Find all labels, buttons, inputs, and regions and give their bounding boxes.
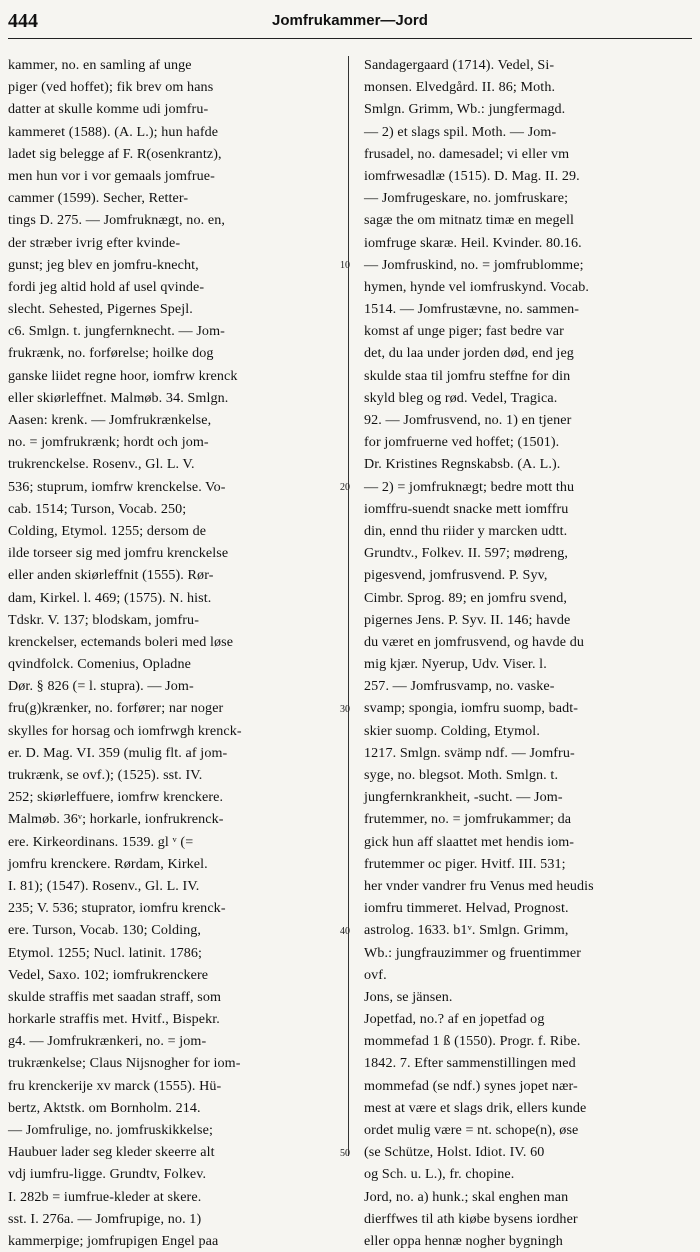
text-line: Haubuer lader seg kleder skeerre alt [8,1144,215,1161]
text-line: 1514. — Jomfrustævne, no. sammen- [364,301,580,318]
text-line: fordi jeg altid hold af usel qvinde- [8,278,205,295]
text-line: frusadel, no. damesadel; vi eller vm [364,145,570,162]
text-line: — Jomfrugeskare, no. jomfruskare; [364,190,569,207]
text-line: Cimbr. Sprog. 89; en jomfru svend, [364,589,568,606]
text-line: g4. — Jomfrukrænkeri, no. = jom- [8,1033,207,1050]
text-line: Smlgn. Grimm, Wb.: jungfermagd. [364,101,566,118]
text-line: dierffwes til ath kiøbe bysens iordher [364,1210,578,1227]
text-line: ganske liidet regne hoor, iomfrw krenck [8,367,238,384]
text-line: skulde straffis met saadan straff, som [8,988,222,1005]
text-line: hymen, hynde vel iomfruskynd. Vocab. [364,278,590,295]
text-line: ovf. [364,966,387,983]
text-line: jomfru krenckere. Rørdam, Kirkel. [8,855,208,872]
text-line: Jopetfad, no.? af en jopetfad og [364,1011,545,1028]
text-line: Tdskr. V. 137; blodskam, jomfru- [8,611,199,628]
text-line: qvindfolck. Comenius, Opladne [8,656,191,673]
text-line: iomffru-suendt snacke mett iomffru [364,500,569,517]
text-line: monsen. Elvedgård. II. 86; Moth. [364,79,556,96]
text-line: I. 81); (1547). Rosenv., Gl. L. IV. [8,877,200,894]
line-number: 30 [340,703,350,715]
text-line: 257. — Jomfrusvamp, no. vaske- [364,678,555,695]
text-line: — Jomfrulige, no. jomfruskikkelse; [8,1122,213,1138]
text-line: gunst; jeg blev en jomfru-knecht, [8,256,199,273]
text-line: astrolog. 1633. b1ᵛ. Smlgn. Grimm, [364,922,569,939]
text-line: frutemmer, no. = jomfrukammer; da [364,811,572,828]
text-line: mommefad (se ndf.) synes jopet nær- [364,1077,578,1094]
text-line: sagæ the om mitnatz timæ en megell [364,212,575,229]
text-line: mest at være et slags drik, ellers kunde [364,1099,587,1116]
text-line: kammerpige; jomfrupigen Engel paa [8,1232,219,1249]
line-number: 10 [340,259,350,271]
text-line: sst. I. 276a. — Jomfrupige, no. 1) [8,1210,202,1227]
text-line: bertz, Aktstk. om Bornholm. 214. [8,1099,201,1116]
text-line: datter at skulle komme udi jomfru- [8,101,209,118]
text-line: — 2) et slags spil. Moth. — Jom- [364,123,557,140]
text-line: er. D. Mag. VI. 359 (mulig flt. af jom- [8,744,228,761]
text-line: dam, Kirkel. l. 469; (1575). N. hist. [8,589,212,606]
text-line: Wb.: jungfrauzimmer og fruentimmer [364,944,582,961]
text-line: jungfernkrankheit, -sucht. — Jom- [364,789,563,806]
text-line: Grundtv., Folkev. II. 597; mødreng, [364,545,569,562]
text-line: Jord, no. a) hunk.; skal enghen man [364,1188,569,1205]
text-line: eller skiørleffnet. Malmøb. 34. Smlgn. [8,389,229,406]
text-line: krenckelser, ectemands boleri med løse [8,633,234,650]
text-line: cab. 1514; Turson, Vocab. 250; [8,500,187,517]
text-line: horkarle straffis met. Hvitf., Bispekr. [8,1011,220,1028]
line-number: 40 [340,925,350,937]
text-line: ilde torseer sig med jomfru krenckelse [8,545,229,562]
text-line: skylles for horsag och iomfrwgh krenck- [8,722,242,739]
text-line: iomfruge skaræ. Heil. Kvinder. 80.16. [364,234,582,251]
text-line: Sandagergaard (1714). Vedel, Si- [364,57,555,73]
text-line: vdj iumfru-ligge. Grundtv, Folkev. [8,1166,207,1183]
text-line: frutemmer oc piger. Hvitf. III. 531; [364,855,566,872]
text-line: og Sch. u. L.), fr. chopine. [364,1166,515,1183]
text-line: cammer (1599). Secher, Retter- [8,190,189,207]
text-line: ladet sig belegge af F. R(osenkrantz), [8,145,222,162]
text-line: (se Schütze, Holst. Idiot. IV. 60 [364,1144,545,1161]
column-divider [348,56,349,1156]
text-line: iomfru timmeret. Helvad, Prognost. [364,900,569,917]
text-line: frukrænk, no. forførelse; hoilke dog [8,345,214,362]
text-line: men hun vor i vor gemaals jomfrue- [8,167,215,184]
text-line: Dør. § 826 (= l. stupra). — Jom- [8,678,194,695]
text-line: eller anden skiørleffnit (1555). Rør- [8,567,214,584]
text-line: ordet mulig være = nt. schope(n), øse [364,1122,579,1138]
text-line: eller oppa hennæ nogher bygningh [364,1232,563,1249]
page-header [0,0,700,40]
text-line: Malmøb. 36ᵛ; horkarle, ionfrukrenck- [8,811,224,828]
text-line: no. = jomfrukrænk; hordt och jom- [8,434,209,451]
text-line: — 2) = jomfruknægt; bedre mott thu [364,478,575,495]
text-line: I. 282b = iumfrue-kleder at skere. [8,1188,202,1205]
text-line: trukrenckelse. Rosenv., Gl. L. V. [8,456,195,473]
text-line: slecht. Sehested, Pigernes Spejl. [8,301,193,318]
text-line: 235; V. 536; stuprator, iomfru krenck- [8,900,226,917]
text-line: der stræber ivrig efter kvinde- [8,234,181,251]
text-line: kammeret (1588). (A. L.); hun hafde [8,123,219,140]
text-line: Etymol. 1255; Nucl. latinit. 1786; [8,944,203,961]
text-line: 92. — Jomfrusvend, no. 1) en tjener [364,412,572,428]
text-line: mig kjær. Nyerup, Udv. Viser. l. [364,656,547,673]
text-line: Jons, se jänsen. [364,988,453,1005]
text-line: for jomfruerne ved hoffet; (1501). [364,434,560,451]
text-line: 1217. Smlgn. svämp ndf. — Jomfru- [364,744,575,761]
text-line: ere. Turson, Vocab. 130; Colding, [8,922,202,939]
text-line: ere. Kirkeordinans. 1539. gl ᵛ (= [8,833,194,850]
text-line: Colding, Etymol. 1255; dersom de [8,522,207,539]
text-line: det, du laa under jorden død, end jeg [364,345,574,362]
text-line: trukrænk, se ovf.); (1525). sst. IV. [8,767,203,783]
text-line: kammer, no. en samling af unge [8,57,192,73]
text-line: iomfrwesadlæ (1515). D. Mag. II. 29. [364,167,580,184]
text-line: 1842. 7. Efter sammenstillingen med [364,1055,576,1072]
text-line: Dr. Kristines Regnskabsb. (A. L.). [364,456,561,473]
text-line: fru krenckerije xv marck (1555). Hü- [8,1077,222,1094]
line-number: 50 [340,1147,350,1159]
text-line: 252; skiørleffuere, iomfrw krenckere. [8,789,224,806]
text-line: du været en jomfrusvend, og havde du [364,633,585,650]
text-line: fru(g)krænker, no. forfører; nar noger [8,700,224,717]
text-line: skier suomp. Colding, Etymol. [364,722,540,739]
page-number: 444 [8,10,38,32]
line-number: 20 [340,481,350,493]
text-line: 536; stuprum, iomfrw krenckelse. Vo- [8,478,226,495]
running-title: Jomfrukammer—Jord [272,12,428,29]
text-line: trukrænkelse; Claus Nijsnogher for iom- [8,1055,241,1072]
text-line: syge, no. blegsot. Moth. Smlgn. t. [364,767,559,783]
text-line: pigernes Jens. P. Syv. II. 146; havde [364,611,571,628]
text-line: piger (ved hoffet); fik brev om hans [8,79,214,96]
left-column [8,54,336,1249]
text-line: komst af unge piger; fast bedre var [364,323,564,340]
text-line: Vedel, Saxo. 102; iomfrukrenckere [8,966,209,983]
text-line: skyld bleg og rød. Vedel, Tragica. [364,389,558,406]
text-line: — Jomfruskind, no. = jomfrublomme; [364,256,584,273]
text-line: pigesvend, jomfrusvend. P. Syv, [364,567,548,584]
text-line: gick hun aff slaattet met hendis iom- [364,833,575,850]
right-column [364,54,690,1249]
text-line: din, ennd thu riider y marcken udtt. [364,522,568,539]
text-line: Aasen: krenk. — Jomfrukrænkelse, [8,412,212,428]
text-line: c6. Smlgn. t. jungfernknecht. — Jom- [8,323,225,340]
text-line: svamp; spongia, iomfru suomp, badt- [364,700,579,717]
text-line: skulde staa til jomfru steffne for din [364,367,571,384]
text-line: her vnder vandrer fru Venus med heudis [364,877,594,894]
header-rule [8,38,692,39]
text-line: mommefad 1 ß (1550). Progr. f. Ribe. [364,1033,581,1050]
text-line: tings D. 275. — Jomfruknægt, no. en, [8,212,225,229]
